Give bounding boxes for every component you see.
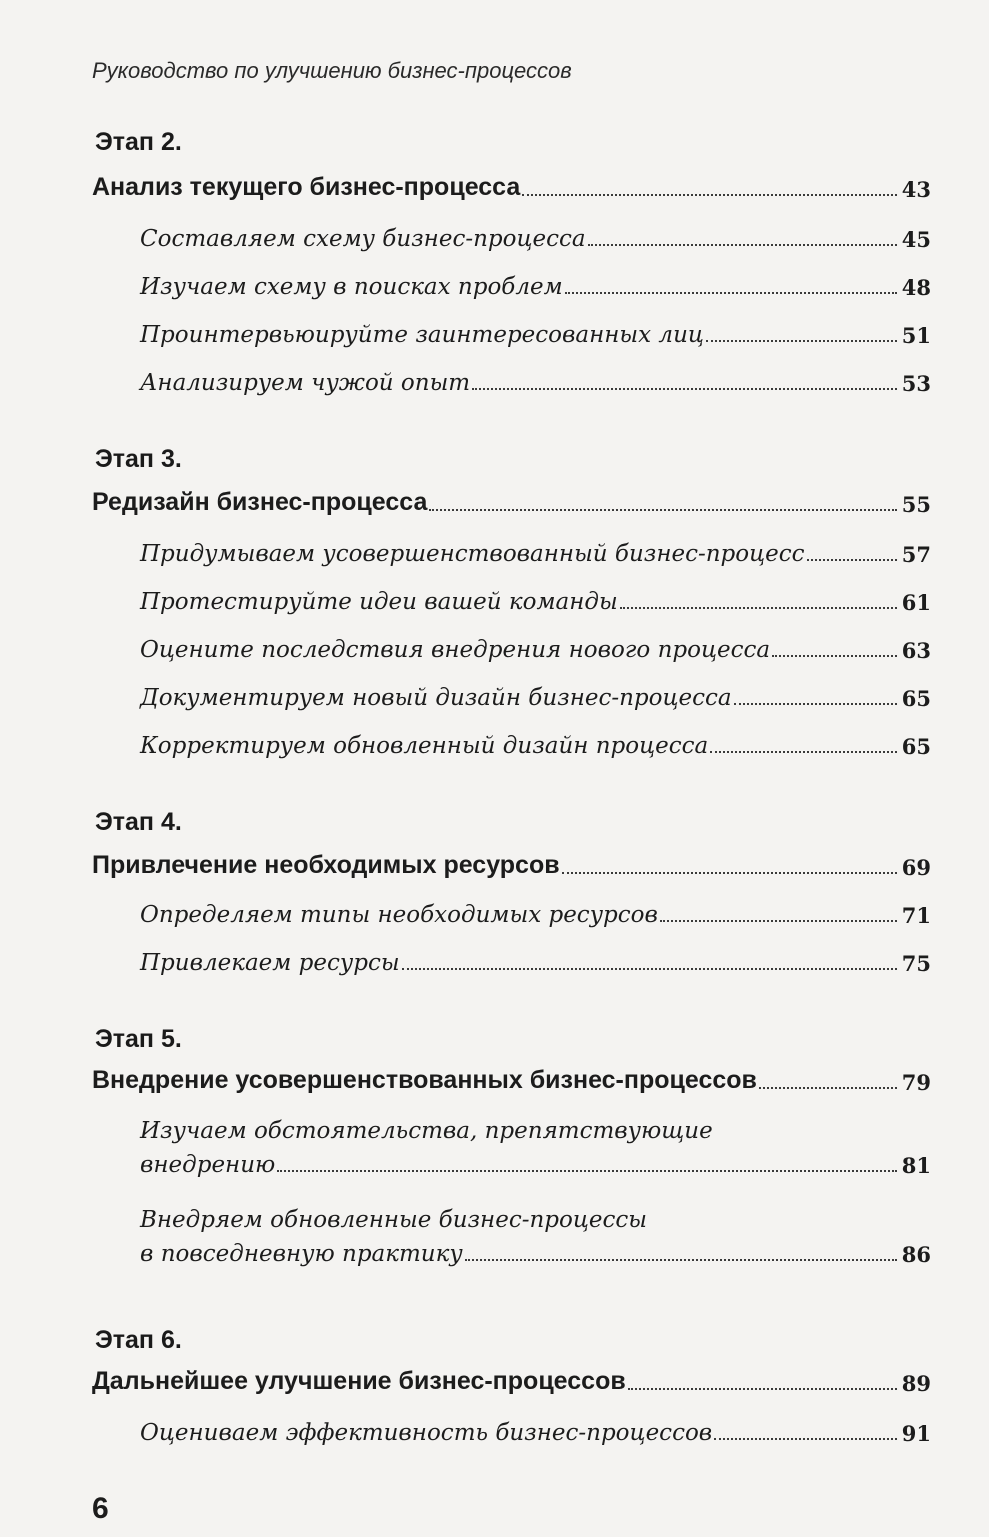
dot-leader bbox=[706, 339, 897, 342]
toc-title-line1: Изучаем обстоятельства, препятствующие bbox=[140, 1118, 713, 1144]
toc-page-number: 53 bbox=[901, 371, 931, 396]
toc-entry bbox=[140, 583, 931, 615]
dot-leader bbox=[402, 967, 897, 970]
dot-leader bbox=[660, 919, 897, 922]
toc-page-number: 81 bbox=[901, 1153, 931, 1178]
stage-label: Этап 3. bbox=[95, 445, 182, 473]
dot-leader bbox=[714, 1437, 897, 1440]
toc-title: Анализ текущего бизнес-процесса bbox=[92, 173, 521, 201]
toc-title: Редизайн бизнес-процесса bbox=[92, 488, 428, 516]
toc-entry-two-line bbox=[140, 1118, 931, 1178]
page-number: 6 bbox=[92, 1492, 109, 1525]
toc-entry-major bbox=[92, 170, 931, 202]
toc-page-number: 51 bbox=[901, 323, 931, 348]
toc-page-number: 79 bbox=[901, 1070, 931, 1095]
toc-entry-major bbox=[92, 485, 931, 517]
dot-leader bbox=[628, 1387, 897, 1390]
toc-entry bbox=[140, 268, 931, 300]
dot-leader bbox=[277, 1169, 897, 1172]
toc-entry-major bbox=[92, 1063, 931, 1095]
dot-leader bbox=[565, 291, 897, 294]
dot-leader bbox=[472, 387, 897, 390]
toc-page-number: 45 bbox=[901, 227, 931, 252]
toc-entry bbox=[140, 896, 931, 928]
toc-title: Изучаем схему в поисках проблем bbox=[140, 274, 563, 300]
dot-leader bbox=[759, 1086, 897, 1089]
toc-page-number: 91 bbox=[901, 1421, 931, 1446]
dot-leader bbox=[465, 1258, 897, 1261]
toc-entry bbox=[140, 679, 931, 711]
toc-page-number: 65 bbox=[901, 686, 931, 711]
toc-page-number: 57 bbox=[901, 542, 931, 567]
stage-label: Этап 5. bbox=[95, 1025, 182, 1053]
toc-page-number: 69 bbox=[901, 855, 931, 880]
toc-entry bbox=[140, 1414, 931, 1446]
toc-entry bbox=[140, 727, 931, 759]
toc-title: Анализируем чужой опыт bbox=[140, 370, 471, 396]
toc-title: Корректируем обновленный дизайн процесса bbox=[140, 733, 709, 759]
dot-leader bbox=[710, 750, 897, 753]
toc-page-number: 65 bbox=[901, 734, 931, 759]
toc-title-row2 bbox=[140, 1241, 931, 1267]
toc-page-number: 61 bbox=[901, 590, 931, 615]
toc-title: Привлекаем ресурсы bbox=[140, 950, 400, 976]
dot-leader bbox=[734, 702, 897, 705]
toc-title: Определяем типы необходимых ресурсов bbox=[140, 902, 658, 928]
toc-title: Внедрение усовершенствованных бизнес-процессов bbox=[92, 1066, 757, 1094]
toc-title: Оцениваем эффективность бизнес-процессов bbox=[140, 1420, 713, 1446]
toc-page-number: 55 bbox=[901, 492, 931, 517]
toc-title-line2: внедрению bbox=[140, 1152, 276, 1178]
toc-title: Придумываем усовершенствованный бизнес-процесс bbox=[140, 541, 805, 567]
dot-leader bbox=[562, 871, 897, 874]
toc-title: Проинтервьюируйте заинтересованных лиц bbox=[140, 322, 704, 348]
toc-entry-major bbox=[92, 848, 931, 880]
toc-page-number: 86 bbox=[901, 1242, 931, 1267]
toc-page-number: 75 bbox=[901, 951, 931, 976]
toc-title: Протестируйте идеи вашей команды bbox=[140, 589, 618, 615]
toc-entry bbox=[140, 535, 931, 567]
toc-title: Привлечение необходимых ресурсов bbox=[92, 851, 560, 879]
stage-label: Этап 6. bbox=[95, 1326, 182, 1354]
toc-page-number: 48 bbox=[901, 275, 931, 300]
toc-page-number: 63 bbox=[901, 638, 931, 663]
toc-entry bbox=[140, 220, 931, 252]
toc-entry bbox=[140, 631, 931, 663]
toc-title: Документируем новый дизайн бизнес-процесса bbox=[140, 685, 732, 711]
toc-title: Составляем схему бизнес-процесса bbox=[140, 226, 586, 252]
toc-title-row2 bbox=[140, 1152, 931, 1178]
toc-page-number: 89 bbox=[901, 1371, 931, 1396]
toc-title: Оцените последствия внедрения нового процесса bbox=[140, 637, 771, 663]
dot-leader bbox=[429, 508, 897, 511]
stage-label: Этап 4. bbox=[95, 808, 182, 836]
toc-title-line1: Внедряем обновленные бизнес-процессы bbox=[140, 1207, 648, 1233]
dot-leader bbox=[807, 558, 897, 561]
toc-title-line2: в повседневную практику bbox=[140, 1241, 463, 1267]
toc-page-number: 71 bbox=[901, 903, 931, 928]
toc-entry bbox=[140, 364, 931, 396]
toc-entry bbox=[140, 316, 931, 348]
toc-page-number: 43 bbox=[901, 177, 931, 202]
dot-leader bbox=[588, 243, 897, 246]
dot-leader bbox=[522, 193, 897, 196]
toc-entry-major bbox=[92, 1364, 931, 1396]
toc-title: Дальнейшее улучшение бизнес-процессов bbox=[92, 1367, 626, 1395]
dot-leader bbox=[620, 606, 897, 609]
toc-entry bbox=[140, 944, 931, 976]
stage-label: Этап 2. bbox=[95, 128, 182, 156]
dot-leader bbox=[772, 654, 897, 657]
running-header: Руководство по улучшению бизнес-процессов bbox=[92, 58, 572, 83]
toc-entry-two-line bbox=[140, 1207, 931, 1267]
